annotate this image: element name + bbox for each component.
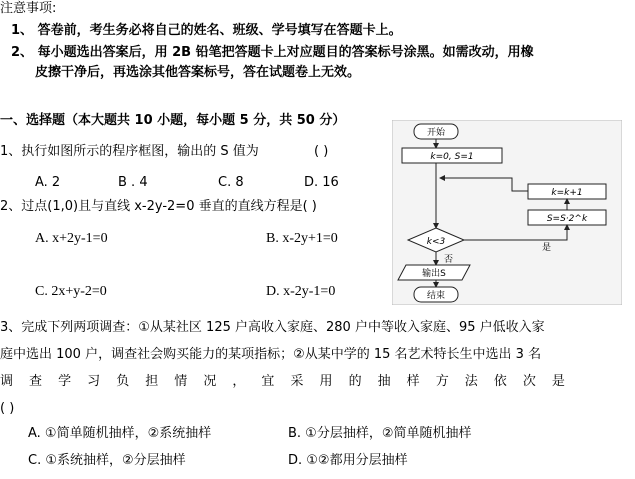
q2-stem: 2、过点(1,0)且与直线 x-2y-2=0 垂直的直线方程是( ) <box>0 199 317 214</box>
q3-option-d: D. ①②都用分层抽样 <box>288 453 408 468</box>
q3-line-2: 庭中选出 100 户，调查社会购买能力的某项指标；②从某中学的 15 名艺术特长生中选出 3 名 <box>0 347 542 362</box>
notice-item-2-line-1: 2、 每小题选出答案后，用 2B 铅笔把答题卡上对应题目的答案标号涂黑。如需改动，用橡 <box>11 45 534 60</box>
q3-char: 次 <box>522 374 536 389</box>
q2-option-b: B. x-2y+1=0 <box>266 231 338 246</box>
q3-option-a: A. ①简单随机抽样，②系统抽样 <box>28 426 212 441</box>
notice-item-2-line-2: 皮擦干净后，再选涂其他答案标号，答在试题卷上无效。 <box>35 65 361 80</box>
flow-update-s-label: S=S·2^k <box>546 214 588 224</box>
q3-char: 负 <box>116 374 130 389</box>
q1-option-b: B . 4 <box>118 175 148 190</box>
flow-end-label: 结束 <box>426 291 446 301</box>
notice-title: 注意事项: <box>0 1 57 16</box>
q3-char: 情 <box>174 374 188 389</box>
q2-option-c: C. 2x+y-2=0 <box>35 284 107 299</box>
q3-char: 学 <box>58 374 72 389</box>
q3-option-b: B. ①分层抽样，②简单随机抽样 <box>288 426 472 441</box>
notice-item-1: 1、 答卷前，考生务必将自己的姓名、班级、学号填写在答题卡上。 <box>11 23 402 38</box>
q3-answer-paren: ( ) <box>0 401 15 416</box>
q2-option-d: D. x-2y-1=0 <box>266 284 336 299</box>
flow-condition-label: k<3 <box>426 237 446 247</box>
q3-line-1: 3、完成下列两项调查：①从某社区 125 户高收入家庭、280 户中等收入家庭、95 户低收入家 <box>0 320 545 335</box>
flow-start-label: 开始 <box>426 128 446 138</box>
flow-output-label: 输出S <box>422 269 446 279</box>
q3-char: 样 <box>406 374 420 389</box>
q3-char: 采 <box>290 374 304 389</box>
q3-char: 依 <box>493 374 507 389</box>
q3-char: 的 <box>348 374 362 389</box>
flow-init-label: k=0, S=1 <box>430 152 474 162</box>
flow-no-label: 否 <box>444 255 454 265</box>
q1-option-d: D. 16 <box>304 175 339 190</box>
q3-char: 调 <box>0 374 14 389</box>
section-heading: 一、选择题（本大题共 10 小题，每小题 5 分，共 50 分） <box>0 113 346 128</box>
q1-option-a: A. 2 <box>35 175 61 190</box>
q3-char: 抽 <box>377 374 391 389</box>
flow-update-k-label: k=k+1 <box>551 188 583 198</box>
q1-option-c: C. 8 <box>218 175 244 190</box>
q3-line-3 <box>0 373 565 391</box>
q3-char: 担 <box>145 374 159 389</box>
q3-char: ， <box>232 374 246 389</box>
q3-char: 宜 <box>261 374 275 389</box>
q3-char: 用 <box>319 374 333 389</box>
q2-option-a: A. x+2y-1=0 <box>35 231 108 246</box>
q3-char: 习 <box>87 374 101 389</box>
q3-char: 查 <box>29 374 43 389</box>
q1-stem: 1、执行如图所示的程序框图，输出的 S 值为 <box>0 144 259 159</box>
q1-answer-paren: ( ) <box>314 144 329 159</box>
q3-char: 方 <box>435 374 449 389</box>
q3-char: 法 <box>464 374 478 389</box>
flow-yes-label: 是 <box>542 243 552 253</box>
q3-option-c: C. ①系统抽样，②分层抽样 <box>28 453 186 468</box>
q3-char: 是 <box>551 374 565 389</box>
program-flowchart <box>392 120 622 305</box>
q3-char: 况 <box>203 374 217 389</box>
